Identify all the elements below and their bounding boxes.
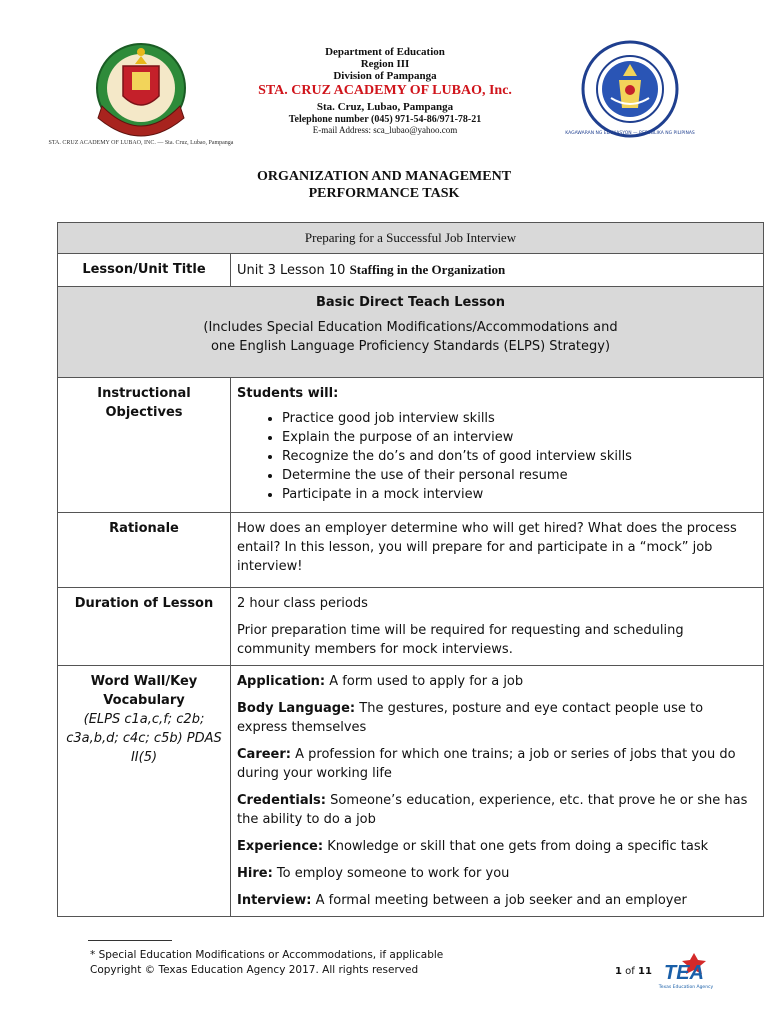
email-address: E-mail Address: sca_lubao@yahoo.com [312, 125, 458, 135]
table-heading: Preparing for a Successful Job Interview [58, 223, 764, 254]
tea-logo-subtitle: Texas Education Agency [658, 985, 714, 990]
table-row [58, 513, 764, 588]
vocab-term: Hire: [237, 866, 273, 881]
table-heading-row [58, 223, 764, 254]
lesson-title-label: Lesson/Unit Title [58, 254, 231, 287]
list-item: • Practice good job interview skills [282, 409, 757, 428]
duration-periods: 2 hour class periods [237, 596, 368, 611]
deped-seal-logo [565, 40, 695, 138]
vocab-term: Body Language: [237, 701, 356, 716]
vocab-term: Career: [237, 747, 291, 762]
tea-logo-lettering: TEA [664, 962, 704, 984]
vocabulary-standards-note: (ELPS c1a,c,f; c2b; c3a,b,d; c4c; c5b) PDAS II(5) [66, 712, 222, 765]
list-item [237, 837, 757, 856]
lesson-title: Staffing in the Organization [349, 262, 506, 277]
vocab-definition: Knowledge or skill that one gets from doing a specific task [323, 839, 709, 854]
document-title [0, 168, 768, 202]
page-number [615, 966, 652, 977]
rationale-label: Rationale [58, 513, 231, 588]
vocab-definition: A formal meeting between a job seeker and an employer [311, 893, 687, 908]
table-row [58, 378, 764, 513]
list-item [237, 791, 757, 829]
list-item [237, 745, 757, 783]
page-total: 11 [637, 966, 652, 977]
vocab-definition: A form used to apply for a job [325, 674, 524, 689]
objectives-cell [231, 378, 764, 513]
list-item [237, 699, 757, 737]
footer [90, 948, 443, 978]
lesson-number: Unit 3 Lesson 10 [237, 263, 346, 278]
vocabulary-cell [231, 666, 764, 917]
vocab-term: Experience: [237, 839, 324, 854]
page-of: of [625, 966, 635, 977]
tea-logo [654, 951, 718, 991]
teach-lesson-title: Basic Direct Teach Lesson [315, 295, 505, 310]
school-address: Sta. Cruz, Lubao, Pampanga [316, 101, 454, 113]
list-item: • Determine the use of their personal resume [282, 466, 757, 485]
vocabulary-label: Word Wall/Key Vocabulary [90, 674, 198, 708]
deped-seal-lettering: KAGAWARAN NG EDUKASYON — REPUBLIKA NG PILIPINAS [565, 131, 695, 136]
footer-note: * Special Education Modifications or Accommodations, if applicable [90, 949, 444, 961]
department-name: Department of Education [325, 46, 445, 58]
duration-label: Duration of Lesson [58, 588, 231, 666]
teach-lesson-cell [58, 287, 764, 378]
table-row [58, 588, 764, 666]
objectives-intro: Students will: [237, 386, 339, 401]
document-title-line2: PERFORMANCE TASK [308, 186, 460, 201]
list-item: • Explain the purpose of an interview [282, 428, 757, 447]
vocab-term: Credentials: [237, 793, 326, 808]
duration-cell [231, 588, 764, 666]
table-row [58, 254, 764, 287]
vocab-definition: To employ someone to work for you [272, 866, 510, 881]
region-name: Region III [360, 58, 410, 70]
teach-lesson-note-line2: one English Language Proficiency Standards (ELPS) Strategy) [210, 339, 611, 354]
school-seal-logo [48, 36, 234, 152]
list-item: • Participate in a mock interview [282, 485, 757, 504]
objectives-label: Instructional Objectives [58, 378, 231, 513]
page-current: 1 [615, 966, 622, 977]
school-seal-lettering: STA. CRUZ ACADEMY OF LUBAO, INC. — Sta. Cruz, Lubao, Pampanga [48, 140, 234, 146]
list-item [237, 891, 757, 910]
vocab-definition: Someone’s education, experience, etc. that prove he or she has the ability to do a job [237, 793, 748, 827]
vocabulary-label-cell [58, 666, 231, 917]
letterhead [220, 46, 550, 135]
list-item [237, 672, 757, 691]
rationale-text: How does an employer determine who will get hired? What does the process entail? In this lesson, you will prepare for and participate in a “mock” job interview! [231, 513, 764, 588]
teach-lesson-note-line1: (Includes Special Education Modifications/Accommodations and [203, 320, 618, 335]
vocab-definition: The gestures, posture and eye contact people use to express themselves [237, 701, 704, 735]
footer-copyright: Copyright © Texas Education Agency 2017. All rights reserved [90, 964, 419, 976]
school-name: STA. CRUZ ACADEMY OF LUBAO, Inc. [258, 83, 512, 98]
vocab-definition: A profession for which one trains; a job or series of jobs that you do during your working life [237, 747, 736, 781]
table-row [58, 666, 764, 917]
telephone-number: Telephone number (045) 971-54-86/971-78-21 [288, 114, 482, 125]
duration-prep-note: Prior preparation time will be required for requesting and scheduling community members for mock interviews. [237, 623, 684, 657]
list-item: • Recognize the do’s and don’ts of good interview skills [282, 447, 757, 466]
vocab-term: Application: [237, 674, 326, 689]
objectives-list [237, 409, 757, 504]
lesson-plan-table [57, 222, 764, 917]
document-title-line1: ORGANIZATION AND MANAGEMENT [256, 169, 512, 184]
list-item [237, 864, 757, 883]
vocab-term: Interview: [237, 893, 312, 908]
teach-lesson-row [58, 287, 764, 378]
division-name: Division of Pampanga [333, 70, 437, 82]
lesson-title-cell [231, 254, 764, 287]
footer-divider [88, 940, 172, 941]
